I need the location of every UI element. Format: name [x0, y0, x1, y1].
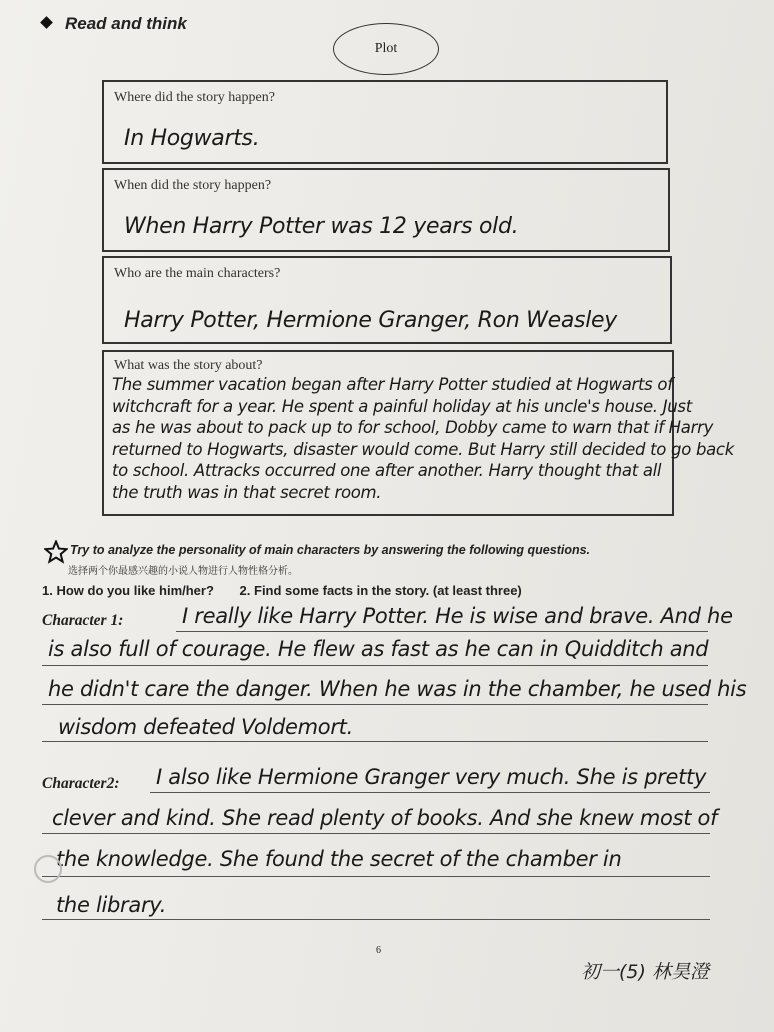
section-title: Read and think — [42, 14, 187, 34]
star-icon — [44, 540, 68, 564]
writing-rule — [42, 665, 708, 666]
story-question: What was the story about? — [114, 358, 263, 373]
question-1: 1. How do you like him/her? — [42, 583, 214, 598]
story-line: The summer vacation began after Harry Potter studied at Hogwarts of — [112, 375, 673, 394]
when-answer: When Harry Potter was 12 years old. — [124, 214, 519, 239]
writing-rule — [42, 919, 710, 920]
characters-answer: Harry Potter, Hermione Granger, Ron Weasley — [124, 308, 617, 333]
character-1-line: he didn't care the danger. When he was in the chamber, he used his — [48, 677, 747, 701]
story-line: witchcraft for a year. He spent a painful holiday at his uncle's house. Just — [112, 396, 692, 416]
writing-rule — [42, 704, 708, 705]
when-box — [102, 168, 670, 252]
character-1-line: wisdom defeated Voldemort. — [58, 715, 353, 739]
characters-box — [102, 256, 672, 344]
when-question: When did the story happen? — [114, 178, 272, 193]
character-2-line: I also like Hermione Granger very much. She is pretty — [156, 765, 707, 789]
story-box — [102, 350, 734, 516]
question-2: 2. Find some facts in the story. (at least three) — [239, 583, 522, 598]
character-1-label: Character 1: — [42, 612, 124, 629]
characters-question: Who are the main characters? — [114, 266, 281, 281]
character-1-line: is also full of courage. He flew as fast as he can in Quidditch and — [48, 637, 709, 661]
character-1-line: I really like Harry Potter. He is wise and brave. And he — [182, 604, 733, 628]
writing-rule — [42, 833, 710, 834]
writing-rule — [176, 631, 708, 632]
character-2-label: Character2: — [42, 775, 120, 792]
writing-rule — [42, 876, 710, 877]
character-2-line: the knowledge. She found the secret of the chamber in — [56, 847, 622, 871]
story-line: returned to Hogwarts, disaster would come. But Harry still decided to go back — [112, 439, 734, 459]
character-2-line: the library. — [56, 893, 167, 917]
where-question: Where did the story happen? — [114, 90, 275, 105]
diamond-bullet-icon — [40, 16, 53, 29]
character-2-line: clever and kind. She read plenty of books. And she knew most of — [52, 806, 718, 830]
task-questions — [42, 583, 544, 598]
task-subtitle-cn: 选择两个你最感兴趣的小说人物进行人物性格分析。 — [68, 566, 298, 577]
writing-rule — [150, 792, 710, 793]
where-box — [102, 80, 668, 164]
task-title: Try to analyze the personality of main characters by answering the following questions. — [70, 543, 591, 557]
story-answer — [112, 374, 734, 503]
page-number: 6 — [376, 945, 381, 956]
writing-rule — [42, 741, 708, 742]
story-line: to school. Attracks occurred one after another. Harry thought that all — [112, 461, 662, 480]
student-signature: 初一(5) 林昊澄 — [581, 961, 709, 983]
watermark-logo-icon — [34, 855, 62, 883]
plot-oval: Plot — [333, 23, 439, 75]
story-line: as he was about to pack up to for school, Dobby came to warn that if Harry — [112, 418, 714, 437]
where-answer: In Hogwarts. — [124, 126, 260, 151]
story-line: the truth was in that secret room. — [112, 482, 382, 502]
